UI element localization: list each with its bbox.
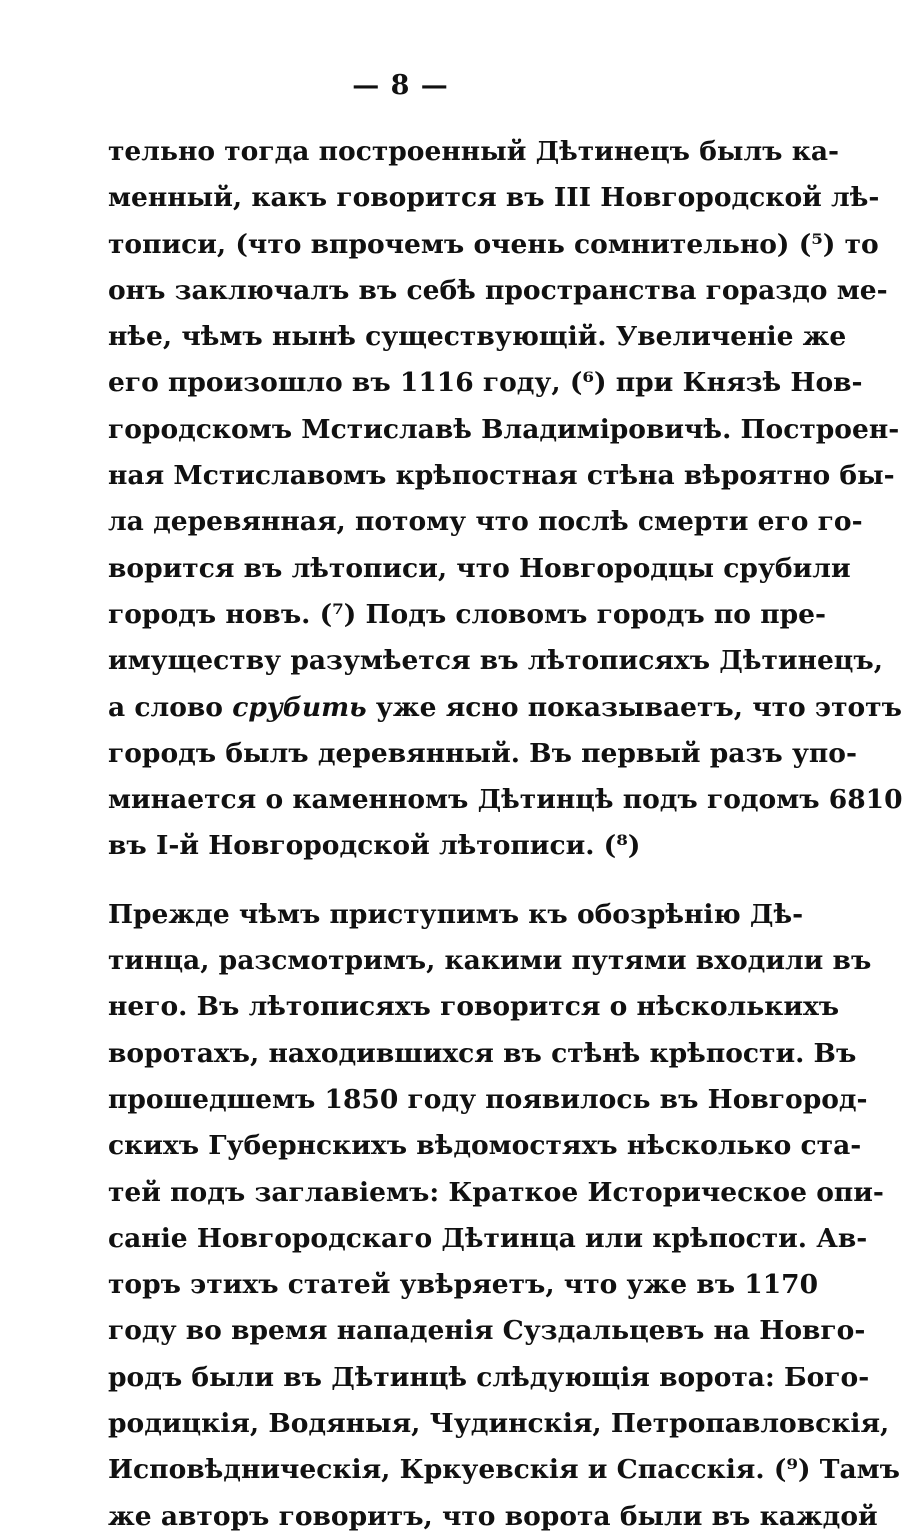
text-line: ла деревянная, потому что послѣ смерти его го- [108,506,863,538]
text-line: городъ былъ деревянный. Въ первый разъ упо- [108,737,857,769]
text-line: него. Въ лѣтописяхъ говорится о нѣсколькихъ [108,991,840,1023]
text-line: прошедшемъ 1850 году появилось въ Новгород- [108,1083,868,1115]
text-line: Исповѣдническія, Кркуевскія и Спасскія. (⁹) Тамъ [108,1454,900,1486]
text-line: ная Мстиславомъ крѣпостная стѣна вѣроятно бы- [108,460,895,492]
text-segment: уже ясно показываетъ, что этотъ [366,691,902,723]
text-line: минается о каменномъ Дѣтинцѣ подъ годомъ 6810 [108,784,903,816]
text-line: тей подъ заглавіемъ: Краткое Историческое опи- [108,1176,884,1208]
text-line: городъ новъ. (⁷) Подъ словомъ городъ по пре- [108,598,826,630]
text-line: Прежде чѣмъ приступимъ къ обозрѣнію Дѣ- [108,898,804,930]
text-line: имуществу разумѣется въ лѣтописяхъ Дѣтинецъ, [108,645,883,677]
paragraph-1 [108,129,903,870]
text-line-with-emphasis [108,685,902,731]
text-line: скихъ Губернскихъ вѣдомостяхъ нѣсколько ста- [108,1130,862,1162]
text-line: воротахъ, находившихся въ стѣнѣ крѣпости. Въ [108,1037,857,1069]
text-line: городскомъ Мстиславѣ Владиміровичѣ. Построен- [108,413,900,445]
text-line: же авторъ говоритъ, что ворота были въ каждой [108,1500,878,1532]
text-line: торъ этихъ статей увѣряетъ, что уже въ 1170 [108,1269,819,1301]
text-line: менный, какъ говорится въ III Новгородской лѣ- [108,182,880,214]
text-line: въ І-й Новгородской лѣтописи. (⁸) [108,830,641,862]
book-page [108,70,903,1540]
page-number: — 8 — [352,70,449,101]
text-line: тинца, разсмотримъ, какими путями входили въ [108,945,872,977]
text-line: родицкія, Водяныя, Чудинскія, Петропавловскія, [108,1408,890,1440]
text-line: тельно тогда построенный Дѣтинецъ былъ ка- [108,136,840,167]
text-segment: а слово [108,691,233,723]
emphasized-word: срубить [232,691,367,723]
paragraph-2 [108,892,900,1540]
text-line: нѣе, чѣмъ нынѣ существующій. Увеличеніе же [108,321,847,353]
text-line: онъ заключалъ въ себѣ пространства гораздо ме- [108,274,888,306]
text-line: тописи, (что впрочемъ очень сомнительно) (⁵) то [108,228,879,260]
text-line: его произошло въ 1116 году, (⁶) при Князѣ Нов- [108,367,863,399]
text-line: саніе Новгородскаго Дѣтинца или крѣпости. Ав- [108,1222,868,1254]
text-line: году во время нападенія Суздальцевъ на Новго- [108,1315,866,1347]
text-line: родъ были въ Дѣтинцѣ слѣдующія ворота: Бого- [108,1361,870,1393]
text-line: ворится въ лѣтописи, что Новгородцы срубили [108,552,851,584]
